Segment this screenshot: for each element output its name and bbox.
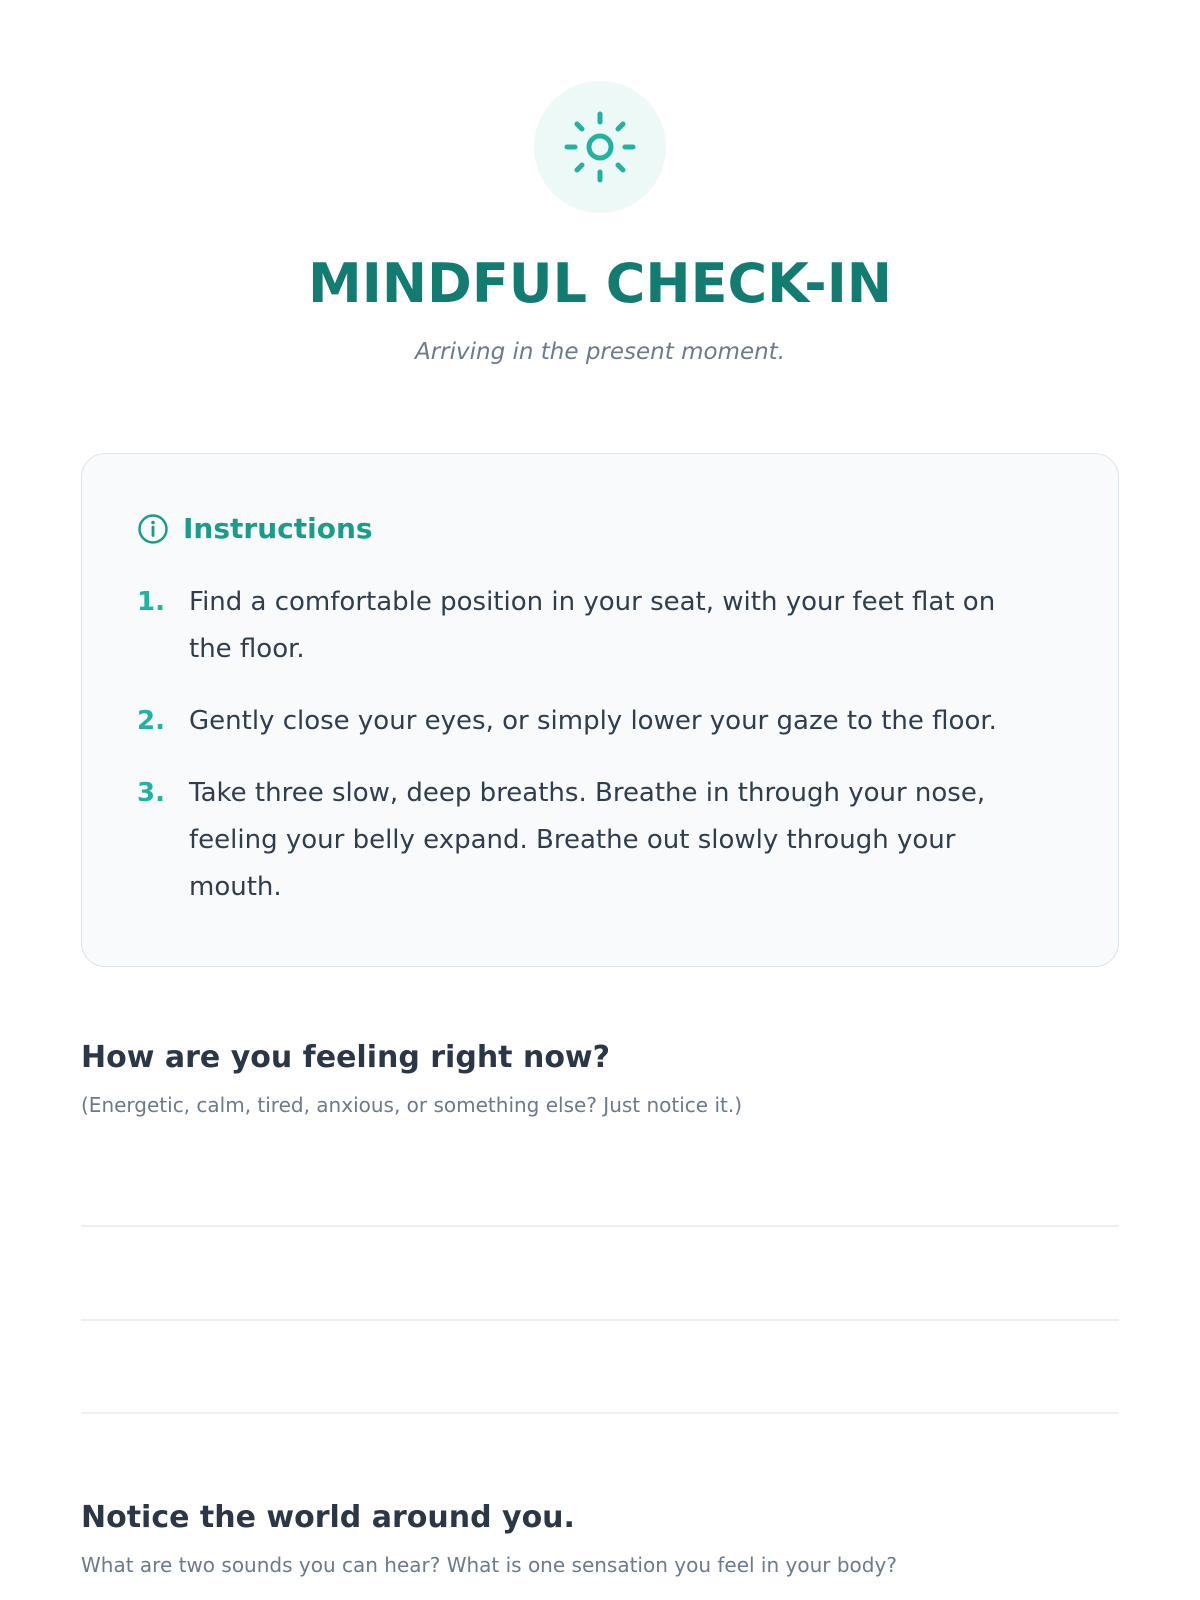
step-text: Gently close your eyes, or simply lower your gaze to the floor.: [189, 706, 997, 736]
page-subtitle: Arriving in the present moment.: [414, 339, 786, 365]
sun-icon: [562, 109, 638, 185]
instructions-label: Instructions: [183, 512, 373, 545]
instructions-card: [81, 453, 1119, 967]
notice-question: Notice the world around you.: [81, 1500, 575, 1535]
page-title: MINDFUL CHECK-IN: [308, 252, 892, 315]
instructions-list: [137, 579, 1037, 936]
info-icon: [137, 513, 169, 545]
answer-line[interactable]: [81, 1225, 1119, 1227]
header-icon-badge: [534, 81, 666, 213]
notice-hint: What are two sounds you can hear? What is one sensation you feel in your body?: [81, 1553, 897, 1577]
step-text: Find a comfortable position in your seat, with your feet flat on the floor.: [189, 587, 996, 664]
answer-line[interactable]: [81, 1319, 1119, 1321]
answer-line[interactable]: [81, 1412, 1119, 1414]
list-item: [137, 698, 1037, 745]
step-number: 3.: [137, 778, 165, 808]
instructions-header: [137, 512, 373, 546]
feeling-question: How are you feeling right now?: [81, 1040, 611, 1075]
step-text: Take three slow, deep breaths. Breathe in through your nose, feeling your belly expand. Breathe out slowly through your mouth.: [189, 778, 986, 902]
step-number: 2.: [137, 706, 165, 736]
list-item: [137, 770, 1037, 911]
list-item: [137, 579, 1037, 673]
step-number: 1.: [137, 587, 165, 617]
feeling-hint: (Energetic, calm, tired, anxious, or something else? Just notice it.): [81, 1093, 743, 1117]
